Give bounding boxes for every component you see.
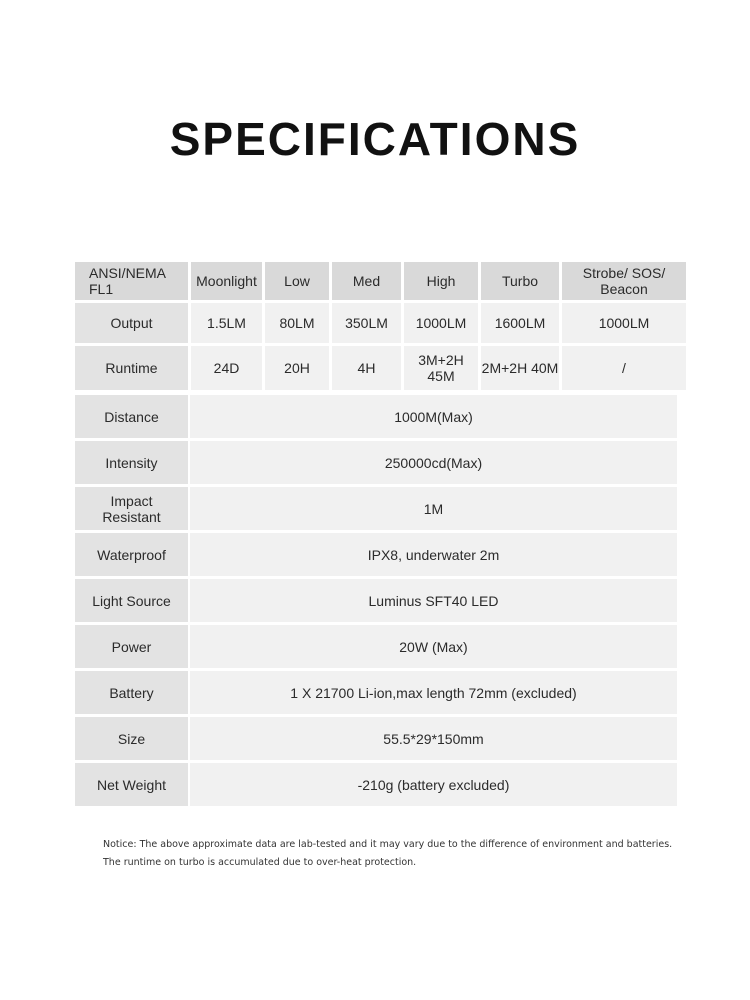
output-low: 80LM — [265, 303, 329, 343]
row-label-runtime: Runtime — [75, 346, 188, 390]
runtime-turbo: 2M+2H 40M — [481, 346, 559, 390]
runtime-med: 4H — [332, 346, 401, 390]
output-moonlight: 1.5LM — [191, 303, 262, 343]
output-med: 350LM — [332, 303, 401, 343]
page-title: SPECIFICATIONS — [169, 113, 581, 165]
header-strobe: Strobe/ SOS/ Beacon — [562, 262, 686, 300]
runtime-high: 3M+2H 45M — [404, 346, 478, 390]
notice-line-2: The runtime on turbo is accumulated due to over-heat protection. — [103, 856, 417, 868]
spec-label-waterproof: Waterproof — [75, 533, 188, 576]
spec-value-power: 20W (Max) — [190, 625, 677, 668]
spec-value-net-weight: -210g (battery excluded) — [190, 763, 677, 806]
spec-value-intensity: 250000cd(Max) — [190, 441, 677, 484]
spec-label-intensity: Intensity — [75, 441, 188, 484]
header-turbo: Turbo — [481, 262, 559, 300]
output-turbo: 1600LM — [481, 303, 559, 343]
row-label-output: Output — [75, 303, 188, 343]
spec-value-distance: 1000M(Max) — [190, 395, 677, 438]
header-moonlight: Moonlight — [191, 262, 262, 300]
spec-label-size: Size — [75, 717, 188, 760]
header-med: Med — [332, 262, 401, 300]
spec-value-light-source: Luminus SFT40 LED — [190, 579, 677, 622]
header-standard: ANSI/NEMA FL1 — [75, 262, 188, 300]
spec-value-battery: 1 X 21700 Li-ion,max length 72mm (excluded) — [190, 671, 677, 714]
spec-label-battery: Battery — [75, 671, 188, 714]
spec-value-impact: 1M — [190, 487, 677, 530]
runtime-strobe: / — [562, 346, 686, 390]
spec-value-waterproof: IPX8, underwater 2m — [190, 533, 677, 576]
header-low: Low — [265, 262, 329, 300]
modes-table — [75, 262, 686, 390]
output-high: 1000LM — [404, 303, 478, 343]
spec-label-distance: Distance — [75, 395, 188, 438]
header-high: High — [404, 262, 478, 300]
runtime-low: 20H — [265, 346, 329, 390]
spec-label-power: Power — [75, 625, 188, 668]
spec-label-light-source: Light Source — [75, 579, 188, 622]
spec-label-net-weight: Net Weight — [75, 763, 188, 806]
specs-table — [75, 395, 677, 806]
runtime-moonlight: 24D — [191, 346, 262, 390]
output-strobe: 1000LM — [562, 303, 686, 343]
notice-text — [103, 836, 703, 871]
notice-line-1: Notice: The above approximate data are lab-tested and it may vary due to the difference of environment and batteries. — [103, 839, 673, 850]
spec-label-impact: Impact Resistant — [75, 487, 188, 530]
spec-value-size: 55.5*29*150mm — [190, 717, 677, 760]
